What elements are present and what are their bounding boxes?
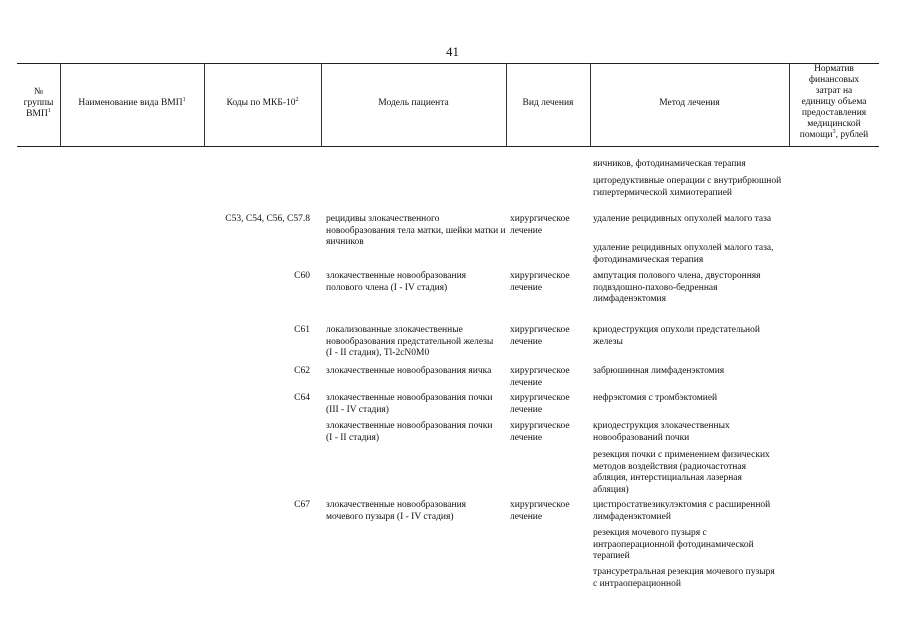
- method-cell: криодеструкция злокачественных новообразований почки: [593, 421, 730, 443]
- table-top-rule: [17, 63, 879, 64]
- icd-code-cell: C67: [294, 500, 310, 510]
- header-financial-norm: Норматив финансовых затрат на единицу объема предоставления медицинской помощи$^3$, рублей: [799, 64, 869, 140]
- patient-model-cell: рецидивы злокачественного новообразования тела матки, шейки матки и яичников: [326, 214, 506, 247]
- method-cell: резекция мочевого пузыря с интраоперационной фотодинамической терапией: [593, 528, 754, 561]
- method-cell: цистпростатвезикулэктомия с расширенной лимфаденэктомией: [593, 500, 771, 522]
- header-group-number: № группы ВМП$^1$: [23, 87, 54, 119]
- icd-code-cell: C64: [294, 393, 310, 403]
- icd-code-cell: C62: [294, 366, 310, 376]
- treatment-type-cell: хирургическое лечение: [510, 271, 570, 293]
- header-patient-model: Модель пациента: [378, 98, 449, 108]
- method-cell: криодеструкция опухоли предстательной железы: [593, 325, 760, 347]
- method-cell: трансуретральная резекция мочевого пузыря с интраоперационной: [593, 567, 775, 589]
- header-treatment-method: Метод лечения: [659, 98, 720, 108]
- method-cell: ампутация полового члена, двусторонняя подвздошно-пахово-бедренная лимфаденэктомия: [593, 271, 761, 304]
- method-cell: яичников, фотодинамическая терапия: [593, 159, 746, 169]
- treatment-type-cell: хирургическое лечение: [510, 325, 570, 347]
- method-cell: удаление рецидивных опухолей малого таза, фотодинамическая терапия: [593, 243, 774, 265]
- icd-code-cell: C61: [294, 325, 310, 335]
- icd-code-cell: C60: [294, 271, 310, 281]
- treatment-type-cell: хирургическое лечение: [510, 500, 570, 522]
- method-cell: нефрэктомия с тромбэктомией: [593, 393, 718, 403]
- patient-model-cell: злокачественные новообразования яичка: [326, 366, 492, 376]
- treatment-type-cell: хирургическое лечение: [510, 214, 570, 236]
- icd-code-cell: C53, C54, C56, C57.8: [225, 214, 310, 224]
- patient-model-cell: локализованные злокачественные новообразования предстательной железы (I - II стадия), Tl-2cN0M0: [326, 325, 494, 358]
- method-cell: циторедуктивные операции с внутрибрюшной гипертермической химиотерапией: [593, 176, 782, 198]
- table-header-bottom-rule: [17, 146, 879, 147]
- patient-model-cell: злокачественные новообразования полового члена (I - IV стадия): [326, 271, 467, 293]
- header-treatment-type: Вид лечения: [522, 98, 574, 108]
- treatment-type-cell: хирургическое лечение: [510, 421, 570, 443]
- patient-model-cell: злокачественные новообразования почки (III - IV стадия): [326, 393, 493, 415]
- method-cell: резекция почки с применением физических методов воздействия (радиочастотная абляция, интерстициальная лазерная абляция): [593, 450, 770, 495]
- method-cell: забрюшинная лимфаденэктомия: [593, 366, 725, 376]
- header-vmp-name: Наименование вида ВМП$^1$: [78, 96, 186, 108]
- page-number: 41: [446, 44, 459, 59]
- treatment-type-cell: хирургическое лечение: [510, 366, 570, 388]
- treatment-type-cell: хирургическое лечение: [510, 393, 570, 415]
- method-cell: удаление рецидивных опухолей малого таза: [593, 214, 772, 224]
- header-icd-codes: Коды по МКБ-$10^2$: [226, 96, 299, 108]
- patient-model-cell: злокачественные новообразования почки (I - II стадия): [326, 421, 493, 443]
- patient-model-cell: злокачественные новообразования мочевого пузыря (I - IV стадия): [326, 500, 467, 522]
